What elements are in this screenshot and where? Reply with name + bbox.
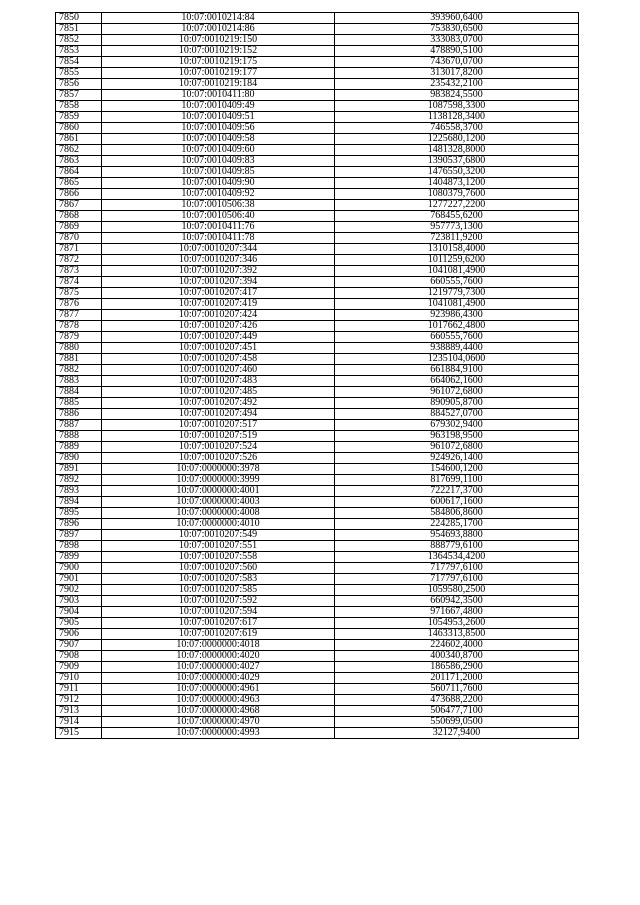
row-number-cell: 7900 [56, 563, 102, 574]
table-row [56, 178, 579, 189]
table-row [56, 13, 579, 24]
row-number-cell: 7877 [56, 310, 102, 321]
value-cell: 235432,2100 [335, 79, 579, 90]
value-cell: 506477,7100 [335, 706, 579, 717]
table-row [56, 156, 579, 167]
value-cell: 478890,5100 [335, 46, 579, 57]
cadastral-number-cell: 10:07:0010214:86 [102, 24, 335, 35]
table-row [56, 453, 579, 464]
row-number-cell: 7863 [56, 156, 102, 167]
row-number-cell: 7905 [56, 618, 102, 629]
cadastral-number-cell: 10:07:0010411:76 [102, 222, 335, 233]
cadastral-number-cell: 10:07:0010207:551 [102, 541, 335, 552]
row-number-cell: 7902 [56, 585, 102, 596]
value-cell: 224285,1700 [335, 519, 579, 530]
value-cell: 743670,0700 [335, 57, 579, 68]
table-row [56, 90, 579, 101]
value-cell: 1404873,1200 [335, 178, 579, 189]
cadastral-number-cell: 10:07:0010207:392 [102, 266, 335, 277]
row-number-cell: 7868 [56, 211, 102, 222]
row-number-cell: 7871 [56, 244, 102, 255]
value-cell: 560711,7600 [335, 684, 579, 695]
cadastral-number-cell: 10:07:0000000:4970 [102, 717, 335, 728]
table-row [56, 123, 579, 134]
value-cell: 1235104,0600 [335, 354, 579, 365]
value-cell: 313017,8200 [335, 68, 579, 79]
table-body [56, 13, 579, 739]
row-number-cell: 7855 [56, 68, 102, 79]
cadastral-number-cell: 10:07:0010207:549 [102, 530, 335, 541]
cadastral-number-cell: 10:07:0010207:344 [102, 244, 335, 255]
table-row [56, 640, 579, 651]
row-number-cell: 7909 [56, 662, 102, 673]
table-row [56, 299, 579, 310]
value-cell: 400340,8700 [335, 651, 579, 662]
cadastral-number-cell: 10:07:0010506:40 [102, 211, 335, 222]
row-number-cell: 7857 [56, 90, 102, 101]
value-cell: 817699,1100 [335, 475, 579, 486]
value-cell: 660555,7600 [335, 332, 579, 343]
table-row [56, 211, 579, 222]
cadastral-number-cell: 10:07:0000000:4008 [102, 508, 335, 519]
table-row [56, 101, 579, 112]
table-row [56, 706, 579, 717]
table-row [56, 321, 579, 332]
table-row [56, 343, 579, 354]
value-cell: 154600,1200 [335, 464, 579, 475]
value-cell: 1041081,4900 [335, 266, 579, 277]
row-number-cell: 7913 [56, 706, 102, 717]
cadastral-number-cell: 10:07:0010506:38 [102, 200, 335, 211]
value-cell: 954693,8800 [335, 530, 579, 541]
row-number-cell: 7858 [56, 101, 102, 112]
cadastral-number-cell: 10:07:0010219:177 [102, 68, 335, 79]
table-row [56, 607, 579, 618]
row-number-cell: 7911 [56, 684, 102, 695]
table-row [56, 332, 579, 343]
cadastral-number-cell: 10:07:0000000:4001 [102, 486, 335, 497]
cadastral-number-cell: 10:07:0010207:560 [102, 563, 335, 574]
cadastral-number-cell: 10:07:0000000:4963 [102, 695, 335, 706]
row-number-cell: 7864 [56, 167, 102, 178]
row-number-cell: 7896 [56, 519, 102, 530]
row-number-cell: 7887 [56, 420, 102, 431]
table-row [56, 464, 579, 475]
row-number-cell: 7862 [56, 145, 102, 156]
table-row [56, 409, 579, 420]
table-row [56, 497, 579, 508]
table-row [56, 167, 579, 178]
value-cell: 1463313,8500 [335, 629, 579, 640]
table-row [56, 233, 579, 244]
table-row [56, 277, 579, 288]
value-cell: 923986,4300 [335, 310, 579, 321]
value-cell: 224602,4000 [335, 640, 579, 651]
cadastral-number-cell: 10:07:0010207:524 [102, 442, 335, 453]
row-number-cell: 7894 [56, 497, 102, 508]
row-number-cell: 7901 [56, 574, 102, 585]
cadastral-number-cell: 10:07:0010409:60 [102, 145, 335, 156]
row-number-cell: 7880 [56, 343, 102, 354]
cadastral-number-cell: 10:07:0010207:492 [102, 398, 335, 409]
row-number-cell: 7893 [56, 486, 102, 497]
row-number-cell: 7904 [56, 607, 102, 618]
cadastral-number-cell: 10:07:0010207:394 [102, 277, 335, 288]
table-row [56, 574, 579, 585]
table-row [56, 376, 579, 387]
data-table [55, 12, 579, 739]
cadastral-number-cell: 10:07:0010207:517 [102, 420, 335, 431]
table-row [56, 563, 579, 574]
table-row [56, 24, 579, 35]
row-number-cell: 7852 [56, 35, 102, 46]
value-cell: 393960,6400 [335, 13, 579, 24]
value-cell: 963198,9500 [335, 431, 579, 442]
row-number-cell: 7860 [56, 123, 102, 134]
value-cell: 584806,8600 [335, 508, 579, 519]
row-number-cell: 7875 [56, 288, 102, 299]
table-row [56, 541, 579, 552]
cadastral-number-cell: 10:07:0010214:84 [102, 13, 335, 24]
cadastral-number-cell: 10:07:0010207:483 [102, 376, 335, 387]
cadastral-number-cell: 10:07:0000000:4961 [102, 684, 335, 695]
table-row [56, 475, 579, 486]
value-cell: 333083,0700 [335, 35, 579, 46]
table-row [56, 728, 579, 739]
row-number-cell: 7851 [56, 24, 102, 35]
table-row [56, 662, 579, 673]
row-number-cell: 7876 [56, 299, 102, 310]
cadastral-number-cell: 10:07:0000000:3999 [102, 475, 335, 486]
cadastral-number-cell: 10:07:0010219:150 [102, 35, 335, 46]
table-row [56, 57, 579, 68]
value-cell: 753830,6500 [335, 24, 579, 35]
value-cell: 1138128,3400 [335, 112, 579, 123]
row-number-cell: 7889 [56, 442, 102, 453]
value-cell: 1087598,3300 [335, 101, 579, 112]
value-cell: 1219779,7300 [335, 288, 579, 299]
row-number-cell: 7897 [56, 530, 102, 541]
table-row [56, 420, 579, 431]
value-cell: 961072,6800 [335, 442, 579, 453]
cadastral-number-cell: 10:07:0010207:424 [102, 310, 335, 321]
value-cell: 1059580,2500 [335, 585, 579, 596]
table-row [56, 145, 579, 156]
value-cell: 1476550,3200 [335, 167, 579, 178]
value-cell: 1390537,6800 [335, 156, 579, 167]
cadastral-number-cell: 10:07:0010207:458 [102, 354, 335, 365]
table-row [56, 508, 579, 519]
row-number-cell: 7850 [56, 13, 102, 24]
row-number-cell: 7873 [56, 266, 102, 277]
cadastral-number-cell: 10:07:0010207:451 [102, 343, 335, 354]
table-row [56, 519, 579, 530]
cadastral-number-cell: 10:07:0000000:3978 [102, 464, 335, 475]
cadastral-number-cell: 10:07:0010411:80 [102, 90, 335, 101]
value-cell: 600617,1600 [335, 497, 579, 508]
value-cell: 1225680,1200 [335, 134, 579, 145]
table-row [56, 530, 579, 541]
table-row [56, 112, 579, 123]
table-row [56, 596, 579, 607]
row-number-cell: 7907 [56, 640, 102, 651]
cadastral-number-cell: 10:07:0010207:594 [102, 607, 335, 618]
cadastral-number-cell: 10:07:0010207:346 [102, 255, 335, 266]
row-number-cell: 7892 [56, 475, 102, 486]
cadastral-number-cell: 10:07:0000000:4027 [102, 662, 335, 673]
row-number-cell: 7859 [56, 112, 102, 123]
table-row [56, 288, 579, 299]
table-row [56, 310, 579, 321]
cadastral-number-cell: 10:07:0010219:152 [102, 46, 335, 57]
row-number-cell: 7879 [56, 332, 102, 343]
cadastral-number-cell: 10:07:0000000:4993 [102, 728, 335, 739]
table-row [56, 431, 579, 442]
value-cell: 660942,3500 [335, 596, 579, 607]
cadastral-number-cell: 10:07:0010219:184 [102, 79, 335, 90]
table-row [56, 585, 579, 596]
cadastral-number-cell: 10:07:0010207:526 [102, 453, 335, 464]
row-number-cell: 7884 [56, 387, 102, 398]
row-number-cell: 7890 [56, 453, 102, 464]
cadastral-number-cell: 10:07:0010207:417 [102, 288, 335, 299]
row-number-cell: 7867 [56, 200, 102, 211]
row-number-cell: 7906 [56, 629, 102, 640]
cadastral-number-cell: 10:07:0010207:592 [102, 596, 335, 607]
value-cell: 983824,5500 [335, 90, 579, 101]
cadastral-number-cell: 10:07:0010409:85 [102, 167, 335, 178]
table-row [56, 365, 579, 376]
cadastral-number-cell: 10:07:0010207:583 [102, 574, 335, 585]
row-number-cell: 7866 [56, 189, 102, 200]
table-row [56, 618, 579, 629]
row-number-cell: 7865 [56, 178, 102, 189]
cadastral-number-cell: 10:07:0010409:83 [102, 156, 335, 167]
table-row [56, 629, 579, 640]
value-cell: 32127,9400 [335, 728, 579, 739]
row-number-cell: 7854 [56, 57, 102, 68]
table-row [56, 222, 579, 233]
row-number-cell: 7870 [56, 233, 102, 244]
table-row [56, 68, 579, 79]
row-number-cell: 7882 [56, 365, 102, 376]
value-cell: 746558,3700 [335, 123, 579, 134]
value-cell: 722217,3700 [335, 486, 579, 497]
row-number-cell: 7861 [56, 134, 102, 145]
table-row [56, 552, 579, 563]
cadastral-number-cell: 10:07:0010207:519 [102, 431, 335, 442]
value-cell: 1481328,8000 [335, 145, 579, 156]
row-number-cell: 7881 [56, 354, 102, 365]
value-cell: 1310158,4000 [335, 244, 579, 255]
value-cell: 888779,6100 [335, 541, 579, 552]
table-row [56, 398, 579, 409]
cadastral-number-cell: 10:07:0000000:4968 [102, 706, 335, 717]
table-row [56, 442, 579, 453]
row-number-cell: 7915 [56, 728, 102, 739]
value-cell: 1017662,4800 [335, 321, 579, 332]
value-cell: 1364534,4200 [335, 552, 579, 563]
cadastral-number-cell: 10:07:0000000:4020 [102, 651, 335, 662]
table-row [56, 673, 579, 684]
row-number-cell: 7883 [56, 376, 102, 387]
cadastral-number-cell: 10:07:0010207:460 [102, 365, 335, 376]
table-row [56, 255, 579, 266]
cadastral-number-cell: 10:07:0000000:4003 [102, 497, 335, 508]
value-cell: 768455,6200 [335, 211, 579, 222]
cadastral-number-cell: 10:07:0000000:4018 [102, 640, 335, 651]
row-number-cell: 7888 [56, 431, 102, 442]
table-row [56, 200, 579, 211]
value-cell: 723811,9200 [335, 233, 579, 244]
cadastral-number-cell: 10:07:0000000:4029 [102, 673, 335, 684]
table-row [56, 486, 579, 497]
row-number-cell: 7903 [56, 596, 102, 607]
row-number-cell: 7878 [56, 321, 102, 332]
row-number-cell: 7914 [56, 717, 102, 728]
cadastral-number-cell: 10:07:0010207:419 [102, 299, 335, 310]
cadastral-number-cell: 10:07:0010409:58 [102, 134, 335, 145]
row-number-cell: 7886 [56, 409, 102, 420]
value-cell: 717797,6100 [335, 574, 579, 585]
value-cell: 660555,7600 [335, 277, 579, 288]
row-number-cell: 7912 [56, 695, 102, 706]
value-cell: 717797,6100 [335, 563, 579, 574]
value-cell: 971667,4800 [335, 607, 579, 618]
table-row [56, 387, 579, 398]
value-cell: 890905,8700 [335, 398, 579, 409]
value-cell: 550699,0500 [335, 717, 579, 728]
cadastral-number-cell: 10:07:0010207:585 [102, 585, 335, 596]
table-row [56, 684, 579, 695]
value-cell: 1080379,7600 [335, 189, 579, 200]
table-row [56, 189, 579, 200]
value-cell: 938889,4400 [335, 343, 579, 354]
value-cell: 961072,6800 [335, 387, 579, 398]
row-number-cell: 7895 [56, 508, 102, 519]
row-number-cell: 7885 [56, 398, 102, 409]
row-number-cell: 7891 [56, 464, 102, 475]
cadastral-number-cell: 10:07:0010219:175 [102, 57, 335, 68]
row-number-cell: 7910 [56, 673, 102, 684]
value-cell: 664062,1600 [335, 376, 579, 387]
row-number-cell: 7908 [56, 651, 102, 662]
value-cell: 1041081,4900 [335, 299, 579, 310]
cadastral-number-cell: 10:07:0010409:92 [102, 189, 335, 200]
cadastral-number-cell: 10:07:0010207:558 [102, 552, 335, 563]
table-row [56, 35, 579, 46]
table-row [56, 717, 579, 728]
value-cell: 201171,2000 [335, 673, 579, 684]
row-number-cell: 7856 [56, 79, 102, 90]
cadastral-number-cell: 10:07:0010207:494 [102, 409, 335, 420]
value-cell: 186586,2900 [335, 662, 579, 673]
value-cell: 924926,1400 [335, 453, 579, 464]
value-cell: 1054953,2600 [335, 618, 579, 629]
value-cell: 957773,1300 [335, 222, 579, 233]
cadastral-number-cell: 10:07:0010207:485 [102, 387, 335, 398]
cadastral-number-cell: 10:07:0010409:90 [102, 178, 335, 189]
cadastral-number-cell: 10:07:0010409:51 [102, 112, 335, 123]
cadastral-number-cell: 10:07:0010409:49 [102, 101, 335, 112]
cadastral-number-cell: 10:07:0010207:617 [102, 618, 335, 629]
table-row [56, 134, 579, 145]
value-cell: 884527,0700 [335, 409, 579, 420]
value-cell: 679302,9400 [335, 420, 579, 431]
cadastral-number-cell: 10:07:0010409:56 [102, 123, 335, 134]
value-cell: 661884,9100 [335, 365, 579, 376]
cadastral-number-cell: 10:07:0000000:4010 [102, 519, 335, 530]
table-row [56, 266, 579, 277]
table-row [56, 651, 579, 662]
row-number-cell: 7872 [56, 255, 102, 266]
table-row [56, 244, 579, 255]
row-number-cell: 7853 [56, 46, 102, 57]
value-cell: 473688,2200 [335, 695, 579, 706]
value-cell: 1277227,2200 [335, 200, 579, 211]
row-number-cell: 7898 [56, 541, 102, 552]
table-row [56, 79, 579, 90]
row-number-cell: 7869 [56, 222, 102, 233]
table-row [56, 695, 579, 706]
table-row [56, 354, 579, 365]
value-cell: 1011259,6200 [335, 255, 579, 266]
table-row [56, 46, 579, 57]
cadastral-number-cell: 10:07:0010207:619 [102, 629, 335, 640]
cadastral-number-cell: 10:07:0010207:449 [102, 332, 335, 343]
row-number-cell: 7874 [56, 277, 102, 288]
cadastral-number-cell: 10:07:0010411:78 [102, 233, 335, 244]
cadastral-number-cell: 10:07:0010207:426 [102, 321, 335, 332]
row-number-cell: 7899 [56, 552, 102, 563]
